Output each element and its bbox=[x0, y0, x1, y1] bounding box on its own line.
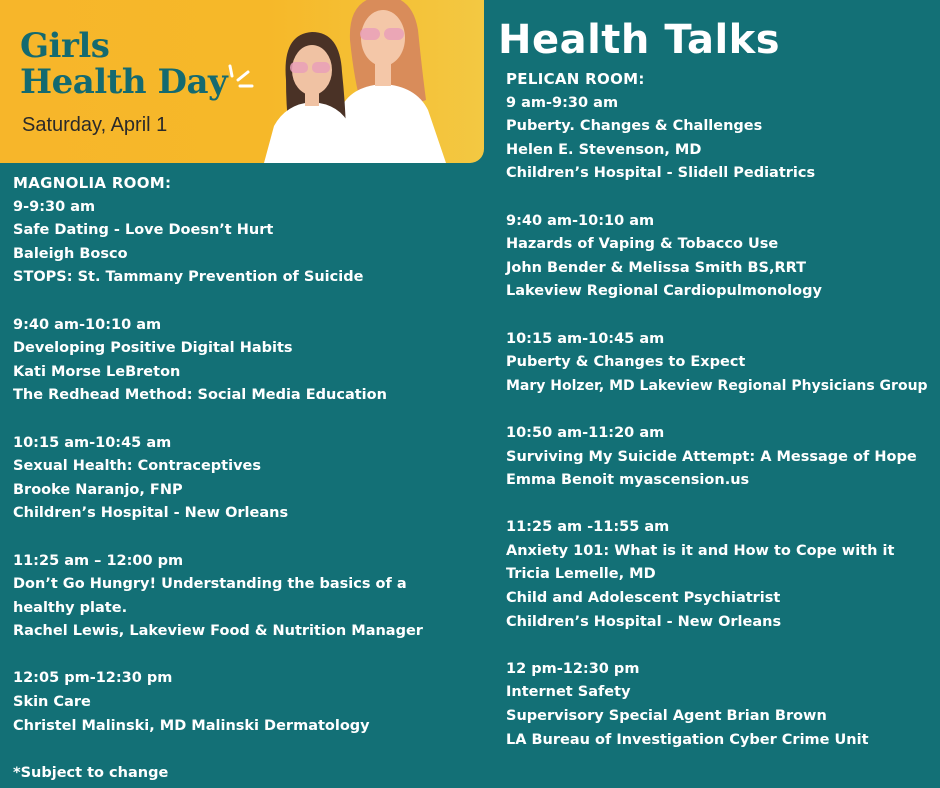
session-role: Child and Adolescent Psychiatrist bbox=[506, 590, 781, 607]
pelican-room-schedule bbox=[506, 68, 936, 752]
session-speaker: Brooke Naranjo, FNP bbox=[13, 481, 183, 498]
session-time: 9:40 am-10:10 am bbox=[506, 212, 655, 229]
session-speaker: John Bender & Melissa Smith BS,RRT bbox=[506, 259, 807, 276]
session-org: Lakeview Regional Cardiopulmonology bbox=[506, 283, 822, 300]
session-item bbox=[506, 328, 936, 399]
session-title: Internet Safety bbox=[506, 684, 631, 701]
session-item bbox=[13, 667, 473, 738]
session-speaker: Baleigh Bosco bbox=[13, 245, 128, 262]
session-speaker: Mary Holzer, MD Lakeview Regional Physicians Group bbox=[506, 377, 928, 394]
session-item bbox=[506, 658, 936, 752]
session-time: 9 am-9:30 am bbox=[506, 94, 619, 111]
session-title: Sexual Health: Contraceptives bbox=[13, 458, 262, 475]
spacer bbox=[506, 398, 936, 422]
event-title-line1: Girls bbox=[20, 26, 110, 66]
session-title: Anxiety 101: What is it and How to Cope with it bbox=[506, 542, 895, 559]
room-title: MAGNOLIA ROOM: bbox=[13, 174, 172, 192]
session-time: 11:25 am -11:55 am bbox=[506, 519, 670, 536]
session-item bbox=[13, 432, 473, 526]
session-item bbox=[506, 422, 936, 493]
session-time: 9-9:30 am bbox=[13, 198, 96, 215]
spacer bbox=[506, 493, 936, 517]
session-time: 12 pm-12:30 pm bbox=[506, 660, 640, 677]
magnolia-room-schedule bbox=[13, 172, 473, 785]
session-org: Children’s Hospital - Slidell Pediatrics bbox=[506, 165, 816, 182]
session-item bbox=[13, 196, 473, 290]
session-time: 12:05 pm-12:30 pm bbox=[13, 670, 173, 687]
event-title-line2: Health Day bbox=[20, 62, 228, 102]
spacer bbox=[506, 304, 936, 328]
session-time: 9:40 am-10:10 am bbox=[13, 316, 162, 333]
session-org: Children’s Hospital - New Orleans bbox=[13, 505, 289, 522]
session-title: Don’t Go Hungry! Understanding the basics of a healthy plate. bbox=[13, 576, 407, 616]
session-title: Surviving My Suicide Attempt: A Message of Hope bbox=[506, 448, 917, 465]
event-banner bbox=[0, 0, 484, 163]
spacer bbox=[13, 526, 473, 550]
session-item bbox=[13, 314, 473, 408]
spacer bbox=[13, 738, 473, 762]
spacer bbox=[506, 186, 936, 210]
spacer bbox=[506, 634, 936, 658]
session-org: STOPS: St. Tammany Prevention of Suicide bbox=[13, 269, 364, 286]
session-item bbox=[506, 92, 936, 186]
spacer bbox=[13, 408, 473, 432]
two-girls-photo bbox=[250, 0, 484, 163]
session-speaker: Emma Benoit myascension.us bbox=[506, 472, 750, 489]
spacer bbox=[13, 290, 473, 314]
session-org: LA Bureau of Investigation Cyber Crime Unit bbox=[506, 731, 869, 748]
session-title: Safe Dating - Love Doesn’t Hurt bbox=[13, 222, 274, 239]
subject-to-change-note: *Subject to change bbox=[13, 764, 169, 781]
session-speaker: Helen E. Stevenson, MD bbox=[506, 141, 702, 158]
session-speaker: Supervisory Special Agent Brian Brown bbox=[506, 708, 827, 725]
session-title: Hazards of Vaping & Tobacco Use bbox=[506, 236, 779, 253]
session-title: Skin Care bbox=[13, 694, 91, 711]
session-speaker: Tricia Lemelle, MD bbox=[506, 566, 656, 583]
session-org: The Redhead Method: Social Media Education bbox=[13, 387, 387, 404]
session-time: 10:15 am-10:45 am bbox=[506, 330, 665, 347]
session-speaker: Christel Malinski, MD Malinski Dermatology bbox=[13, 717, 370, 734]
session-time: 10:15 am-10:45 am bbox=[13, 434, 172, 451]
session-item bbox=[506, 210, 936, 304]
session-title: Developing Positive Digital Habits bbox=[13, 340, 293, 357]
session-title: Puberty. Changes & Challenges bbox=[506, 118, 763, 135]
session-speaker: Kati Morse LeBreton bbox=[13, 363, 181, 380]
session-title: Puberty & Changes to Expect bbox=[506, 354, 746, 371]
spacer bbox=[13, 644, 473, 668]
event-title bbox=[20, 28, 227, 100]
session-speaker: Rachel Lewis, Lakeview Food & Nutrition Manager bbox=[13, 623, 423, 640]
event-date: Saturday, April 1 bbox=[22, 114, 168, 136]
session-org: Children’s Hospital - New Orleans bbox=[506, 613, 782, 630]
session-time: 10:50 am-11:20 am bbox=[506, 424, 665, 441]
session-item bbox=[506, 516, 936, 634]
session-item bbox=[13, 550, 473, 644]
session-time: 11:25 am – 12:00 pm bbox=[13, 552, 184, 569]
room-title: PELICAN ROOM: bbox=[506, 70, 645, 88]
health-talks-heading: Health Talks bbox=[498, 17, 781, 63]
